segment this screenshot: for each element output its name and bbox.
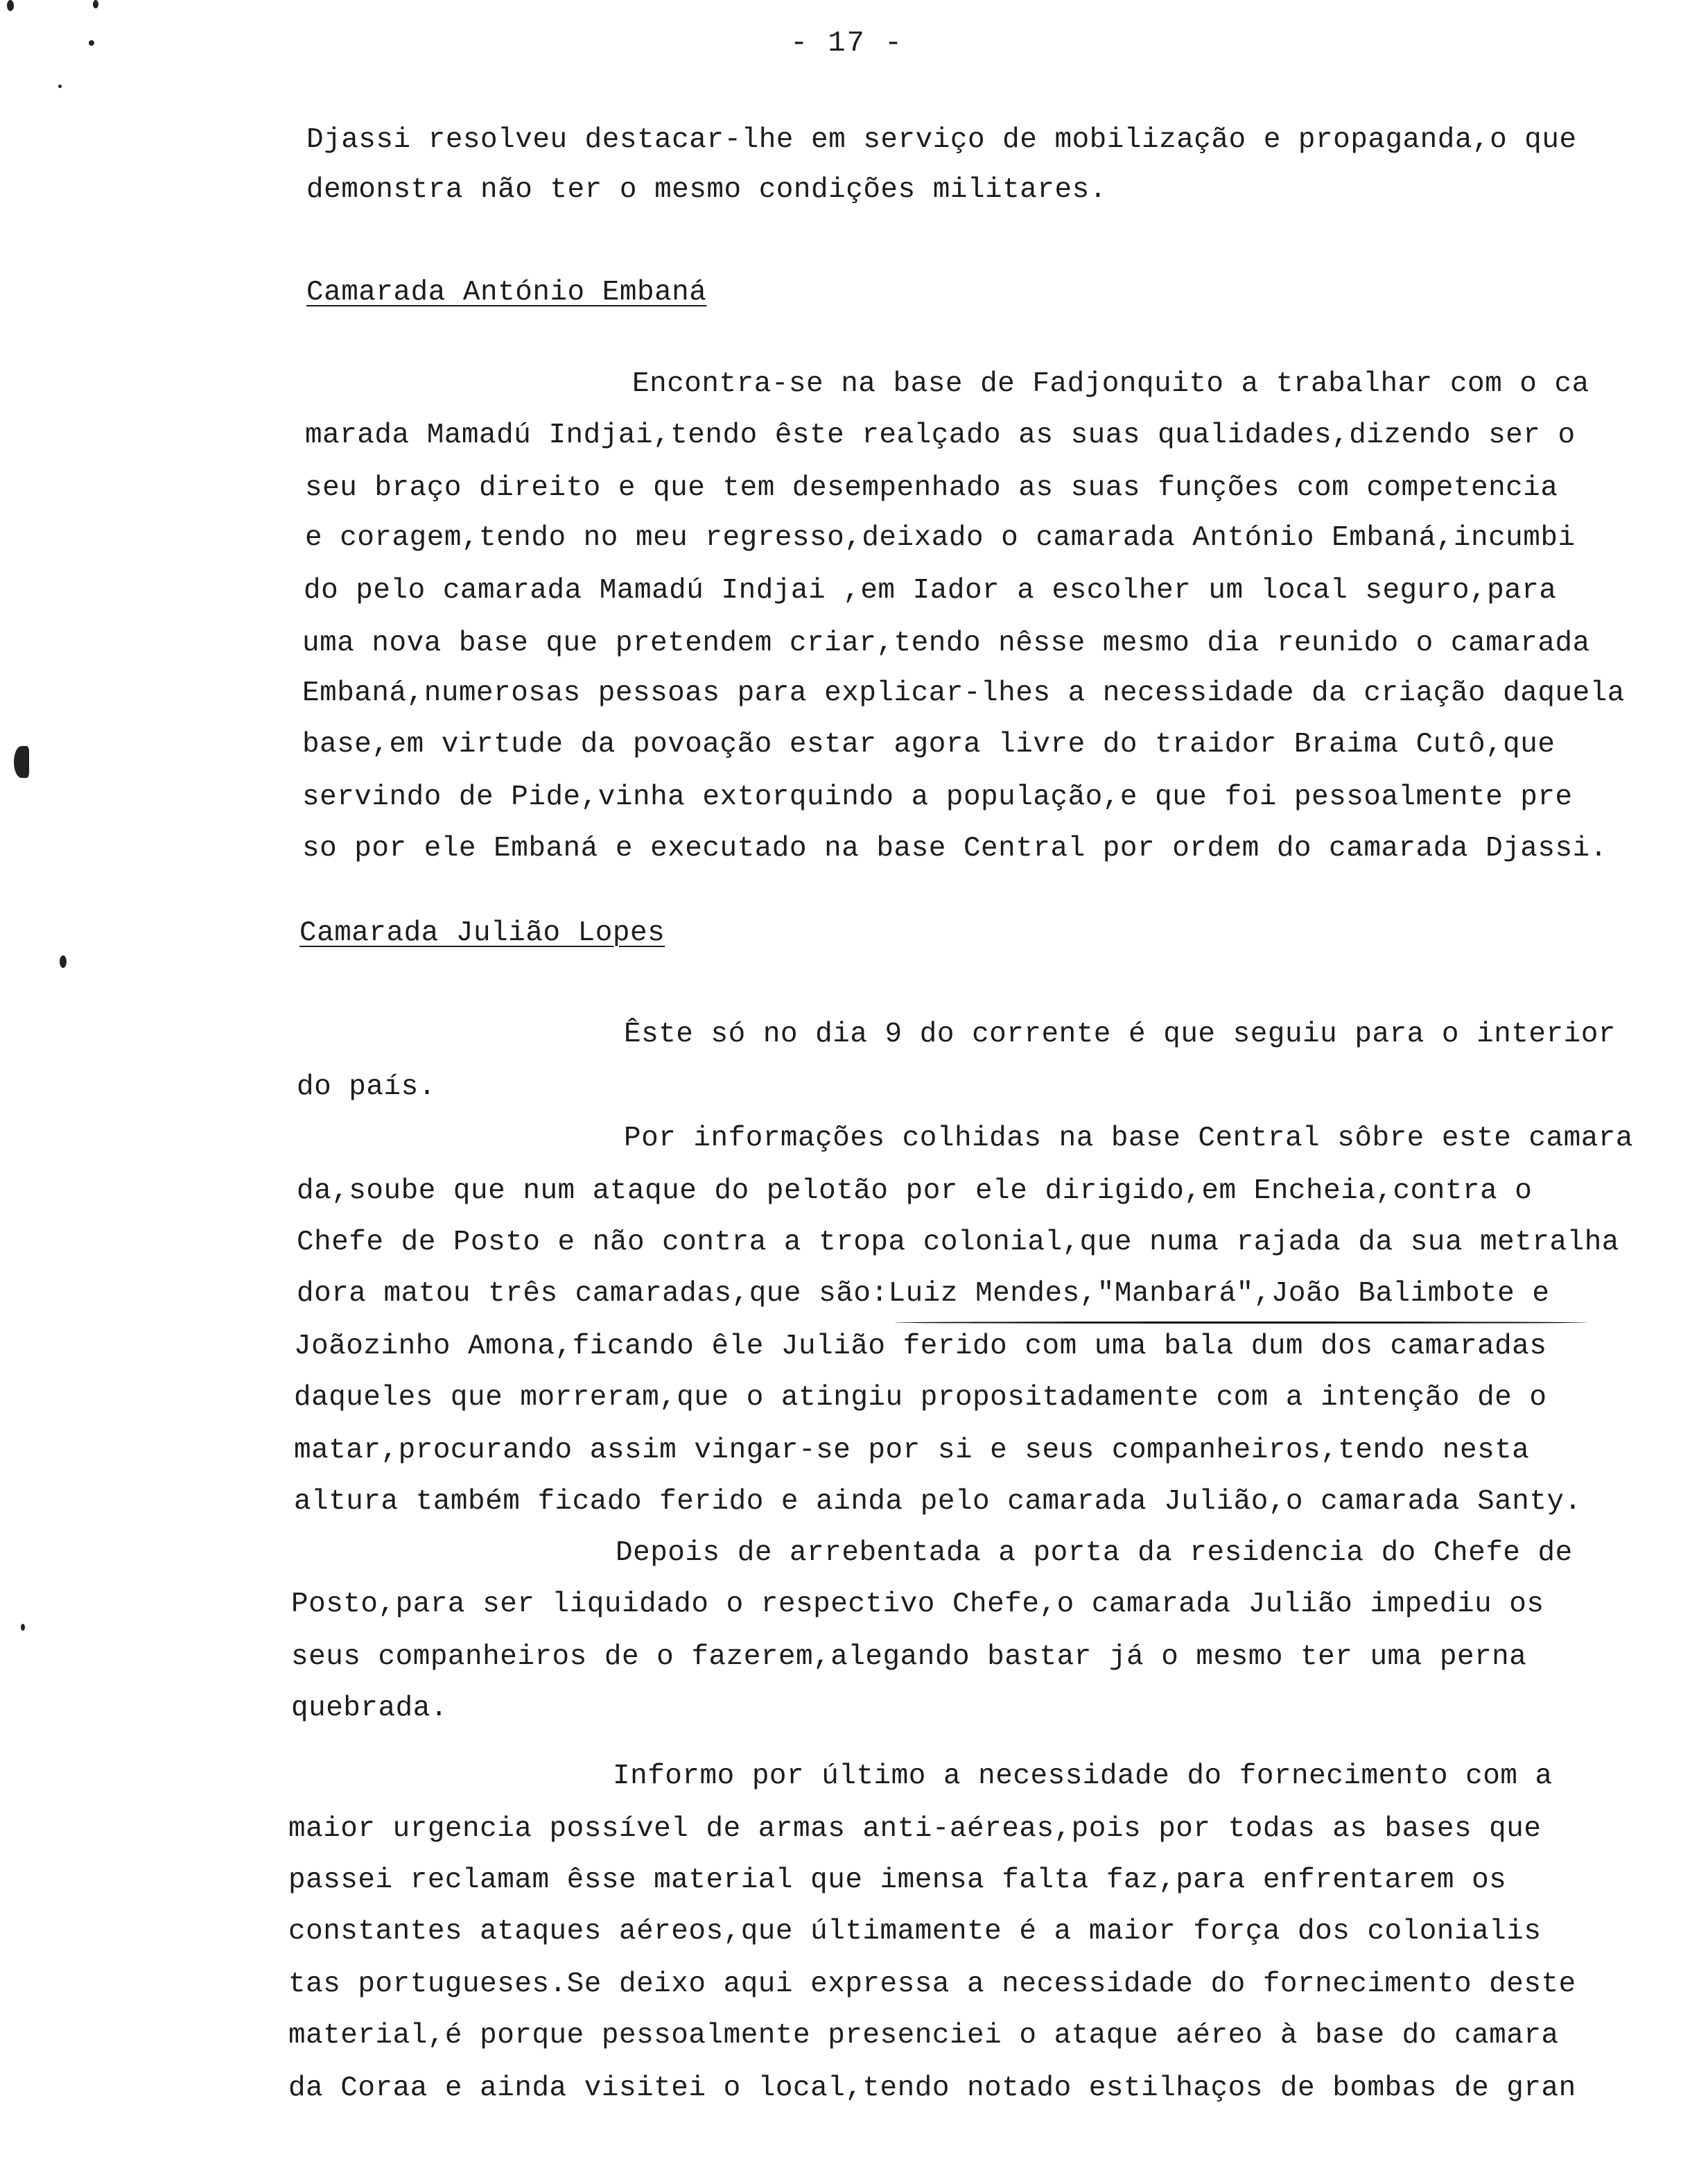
- scan-speck: [14, 746, 29, 778]
- text-line: demonstra não ter o mesmo condições militares.: [306, 174, 1107, 206]
- text-line: servindo de Pide,vinha extorquindo a população,e que foi pessoalmente pre: [302, 781, 1573, 813]
- text-line: da Coraa e ainda visitei o local,tendo notado estilhaços de bombas de gran: [288, 2072, 1576, 2104]
- text-line: Por informações colhidas na base Central sôbre este camara: [624, 1123, 1634, 1154]
- text-line: Encontra-se na base de Fadjonquito a trabalhar com o ca: [632, 368, 1589, 400]
- scan-speck: [58, 85, 62, 88]
- text-line: Êste só no dia 9 do corrente é que seguiu para o interior: [624, 1019, 1616, 1050]
- text-line: da,soube que num ataque do pelotão por ele dirigido,em Encheia,contra o: [297, 1175, 1533, 1207]
- section-heading: Camarada Julião Lopes: [299, 917, 665, 949]
- text-line: passei reclamam êsse material que imensa falta faz,para enfrentarem os: [288, 1864, 1507, 1896]
- text-line: Joãozinho Amona,ficando êle Julião ferido com uma bala dum dos camaradas: [294, 1331, 1547, 1362]
- text-line: Chefe de Posto e não contra a tropa colonial,que numa rajada da sua metralha: [297, 1227, 1619, 1258]
- text-line: matar,procurando assim vingar-se por si e seus companheiros,tendo nesta: [294, 1435, 1530, 1466]
- scan-speck: [60, 955, 67, 968]
- text-line: material,é porque pessoalmente presenciei o ataque aéreo à base do camara: [288, 2020, 1559, 2052]
- text-line: so por ele Embaná e executado na base Central por ordem do camarada Djassi.: [302, 833, 1607, 865]
- text-line: quebrada.: [291, 1692, 448, 1724]
- text-line: uma nova base que pretendem criar,tendo nêsse mesmo dia reunido o camarada: [302, 627, 1590, 659]
- text-line: tas portugueses.Se deixo aqui expressa a necessidade do fornecimento deste: [288, 1968, 1576, 2000]
- text-line: do país.: [297, 1071, 436, 1103]
- text-line: Posto,para ser liquidado o respectivo Chefe,o camarada Julião impediu os: [291, 1588, 1544, 1620]
- text-line: constantes ataques aéreos,que últimamente é a maior força dos colonialis: [288, 1916, 1542, 1948]
- text-line: daqueles que morreram,que o atingiu propositadamente com a intenção de o: [294, 1382, 1547, 1414]
- text-line: dora matou três camaradas,que são:Luiz Mendes,"Manbará",João Balimbote e: [297, 1278, 1550, 1310]
- scan-speck: [89, 40, 94, 46]
- text-line: seu braço direito e que tem desempenhado as suas funções com competencia: [305, 472, 1558, 504]
- text-line: Embaná,numerosas pessoas para explicar-lhes a necessidade da criação daquela: [302, 677, 1625, 709]
- text-line: seus companheiros de o fazerem,alegando bastar já o mesmo ter uma perna: [291, 1641, 1527, 1673]
- text-line: Depois de arrebentada a porta da residencia do Chefe de: [616, 1537, 1573, 1569]
- text-line: altura também ficado ferido e ainda pelo camarada Julião,o camarada Santy.: [294, 1486, 1582, 1518]
- section-heading: Camarada António Embaná: [306, 277, 707, 309]
- text-line: e coragem,tendo no meu regresso,deixado o camarada António Embaná,incumbi: [305, 522, 1576, 554]
- text-line: marada Mamadú Indjai,tendo êste realçado as suas qualidades,dizendo ser o: [305, 419, 1576, 451]
- handwritten-underline: [894, 1321, 1587, 1324]
- scan-speck: [21, 1624, 25, 1631]
- text-line: Djassi resolveu destacar-lhe em serviço de mobilização e propaganda,o que: [306, 124, 1577, 156]
- text-line: do pelo camarada Mamadú Indjai ,em Iador a escolher um local seguro,para: [304, 575, 1557, 607]
- scan-speck: [93, 0, 98, 8]
- text-line: base,em virtude da povoação estar agora livre do traidor Braima Cutô,que: [302, 729, 1556, 761]
- text-line: maior urgencia possível de armas anti-aéreas,pois por todas as bases que: [288, 1813, 1542, 1845]
- text-line: Informo por último a necessidade do fornecimento com a: [613, 1760, 1553, 1792]
- page-number: - 17 -: [790, 26, 904, 60]
- scan-speck: [7, 0, 14, 11]
